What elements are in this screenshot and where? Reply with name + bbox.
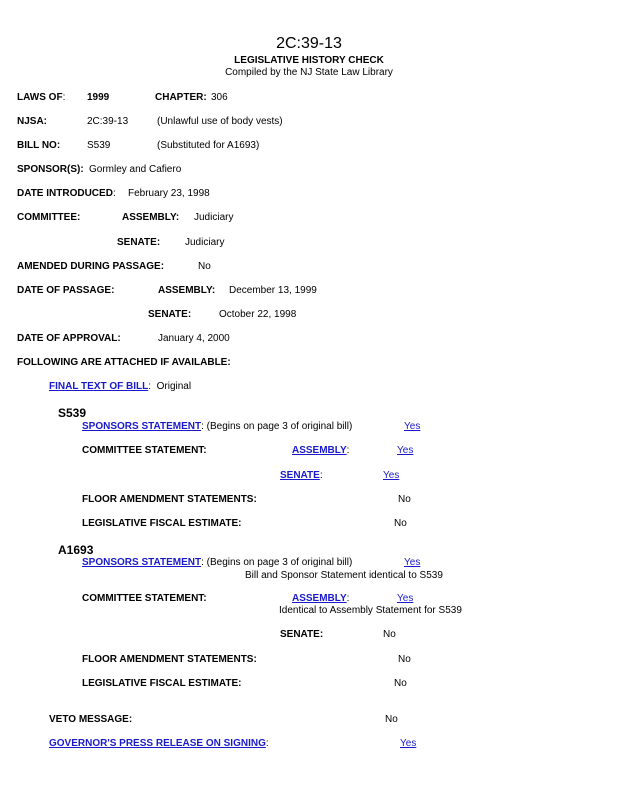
a1693-floor-label: FLOOR AMENDMENT STATEMENTS: [82,654,257,665]
s539-floor-label: FLOOR AMENDMENT STATEMENTS: [82,494,257,505]
a1693-assembly-link[interactable]: ASSEMBLY [292,593,347,604]
a1693-heading: A1693 [58,543,94,557]
a1693-sponsors-identical: Bill and Sponsor Statement identical to S539 [245,570,443,581]
s539-floor-value: No [398,494,411,505]
veto-label: VETO MESSAGE: [49,714,133,725]
a1693-assembly-identical: Identical to Assembly Statement for S539 [279,605,462,616]
governor-press-release-link[interactable]: GOVERNOR'S PRESS RELEASE ON SIGNING [49,738,266,749]
a1693-fiscal-value: No [394,678,407,689]
final-text-value: Original [156,381,192,392]
date-of-approval-label: DATE OF APPROVAL: [17,333,121,344]
s539-senate-row: SENATE: [280,470,323,481]
committee-assembly-label: ASSEMBLY: [122,212,180,223]
a1693-committee-label: COMMITTEE STATEMENT: [82,593,207,604]
laws-of-label: LAWS OF: [17,92,66,103]
s539-fiscal-label: LEGISLATIVE FISCAL ESTIMATE: [82,518,242,529]
compiled-by: Compiled by the NJ State Law Library [225,67,393,78]
final-text-link[interactable]: FINAL TEXT OF BILL [49,381,149,392]
s539-sponsors-statement-link[interactable]: SPONSORS STATEMENT [82,421,202,432]
a1693-assembly-yes-link[interactable]: Yes [397,593,414,604]
veto-value: No [385,714,398,725]
final-text-row: FINAL TEXT OF BILL: Original [49,381,192,392]
s539-assembly-link[interactable]: ASSEMBLY [292,445,347,456]
following-heading: FOLLOWING ARE ATTACHED IF AVAILABLE: [17,357,231,368]
a1693-assembly-row: ASSEMBLY: [292,593,350,604]
amended-label: AMENDED DURING PASSAGE: [17,261,165,272]
njsa-value: 2C:39-13 [87,116,129,127]
s539-committee-label: COMMITTEE STATEMENT: [82,445,207,456]
governor-row: GOVERNOR'S PRESS RELEASE ON SIGNING: [49,738,269,749]
s539-senate-yes-link[interactable]: Yes [383,470,400,481]
njsa-label: NJSA: [17,116,48,127]
chapter-label: CHAPTER: [155,92,207,103]
committee-senate-value: Judiciary [185,237,225,248]
passage-senate-value: October 22, 1998 [219,309,297,320]
a1693-senate-label: SENATE: [280,629,324,640]
governor-yes-link[interactable]: Yes [400,738,417,749]
date-of-approval-value: January 4, 2000 [158,333,230,344]
a1693-sponsors-note: : (Begins on page 3 of original bill) [201,557,353,568]
amended-value: No [198,261,211,272]
s539-sponsors-yes-link[interactable]: Yes [404,421,421,432]
bill-no-note: (Substituted for A1693) [157,140,260,151]
s539-senate-link[interactable]: SENATE [280,470,320,481]
passage-assembly-label: ASSEMBLY: [158,285,216,296]
a1693-sponsors-statement-link[interactable]: SPONSORS STATEMENT [82,557,202,568]
committee-assembly-value: Judiciary [194,212,234,223]
laws-of-year: 1999 [87,92,110,103]
bill-no-value: S539 [87,140,111,151]
bill-no-label: BILL NO: [17,140,61,151]
page-title: 2C:39-13 [276,35,342,52]
sponsors-label: SPONSOR(S): [17,164,84,175]
s539-heading: S539 [58,406,87,420]
sponsors-value: Gormley and Cafiero [89,164,182,175]
passage-senate-label: SENATE: [148,309,192,320]
date-introduced-label: DATE INTRODUCED: [17,188,116,199]
s539-sponsors-note: : (Begins on page 3 of original bill) [201,421,353,432]
page-subtitle: LEGISLATIVE HISTORY CHECK [234,55,384,66]
a1693-sponsors-row [82,557,352,569]
a1693-sponsors-yes-link[interactable]: Yes [404,557,421,568]
a1693-fiscal-label: LEGISLATIVE FISCAL ESTIMATE: [82,678,242,689]
s539-fiscal-value: No [394,518,407,529]
date-introduced-value: February 23, 1998 [128,188,210,199]
committee-senate-label: SENATE: [117,237,161,248]
passage-assembly-value: December 13, 1999 [229,285,317,296]
s539-sponsors-row [82,421,352,433]
s539-assembly-yes-link[interactable]: Yes [397,445,414,456]
a1693-senate-value: No [383,629,396,640]
a1693-floor-value: No [398,654,411,665]
chapter-value: 306 [211,92,228,103]
committee-label: COMMITTEE: [17,212,81,223]
date-of-passage-label: DATE OF PASSAGE: [17,285,115,296]
s539-assembly-row: ASSEMBLY: [292,445,350,456]
njsa-note: (Unlawful use of body vests) [157,116,283,127]
